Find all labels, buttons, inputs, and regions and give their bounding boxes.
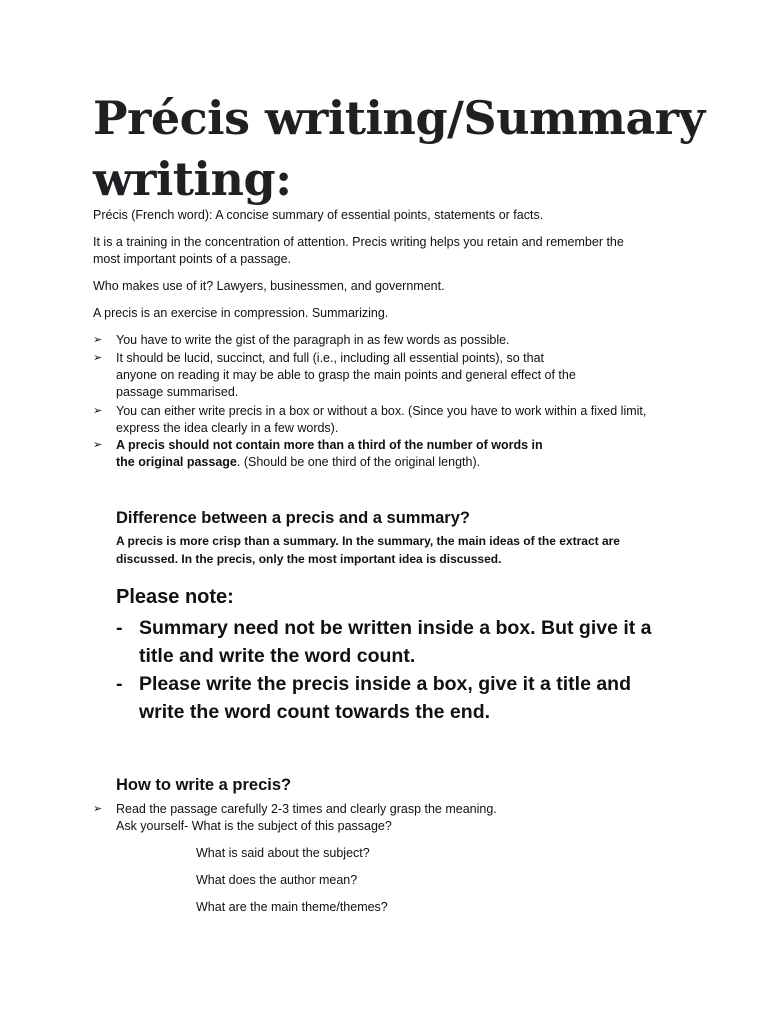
list-item-text: You can either write precis in a box or without a box. (Since you have to work within a fixed limit, express the idea clearly in a few words). (116, 404, 647, 435)
compression-paragraph: A precis is an exercise in compression. Summarizing. (93, 306, 389, 320)
list-item-text: Read the passage carefully 2-3 times and clearly grasp the meaning. Ask yourself- What is the subject of this passage? (116, 802, 497, 833)
dash-bullet: - (116, 673, 123, 695)
training-paragraph: It is a training in the concentration of attention. Precis writing helps you retain and remember the most important points of a passage. (93, 235, 624, 266)
question-line: What is said about the subject? (196, 846, 370, 860)
arrow-bullet-icon: ➢ (93, 803, 103, 815)
arrow-bullet-icon: ➢ (93, 405, 103, 417)
arrow-bullet-icon: ➢ (93, 352, 103, 364)
list-item-text (116, 437, 543, 471)
note-item-text: Please write the precis inside a box, give it a title and write the word count towards the end. (139, 673, 632, 723)
list-item-text: You have to write the gist of the paragraph in as few words as possible. (116, 333, 510, 347)
list-item-bold-text: A precis should not contain more than a third of the number of words in the original passage (116, 438, 543, 469)
question-line: What does the author mean? (196, 873, 358, 887)
arrow-bullet-icon: ➢ (93, 334, 103, 346)
question-line: What are the main theme/themes? (196, 900, 388, 914)
page-title: Précis writing/Summary writing: (93, 91, 705, 206)
note-item-text: Summary need not be written inside a box. But give it a title and write the word count. (139, 617, 652, 667)
definition-paragraph: Précis (French word): A concise summary of essential points, statements or facts. (93, 208, 544, 222)
list-item-text: It should be lucid, succinct, and full (i.e., including all essential points), so that anyone on reading it may be able to grasp the main points and general effect of the passage summarised. (116, 351, 576, 399)
list-item-rest-text: . (Should be one third of the original length). (236, 455, 481, 469)
dash-bullet: - (116, 617, 123, 639)
how-heading: How to write a precis? (116, 776, 292, 794)
users-paragraph: Who makes use of it? Lawyers, businessmen, and government. (93, 279, 445, 293)
difference-body: A precis is more crisp than a summary. In the summary, the main ideas of the extract are discussed. In the precis, only the most important idea is discussed. (116, 534, 620, 566)
arrow-bullet-icon: ➢ (93, 439, 103, 451)
note-heading: Please note: (116, 586, 234, 608)
difference-heading: Difference between a precis and a summary? (116, 509, 470, 527)
